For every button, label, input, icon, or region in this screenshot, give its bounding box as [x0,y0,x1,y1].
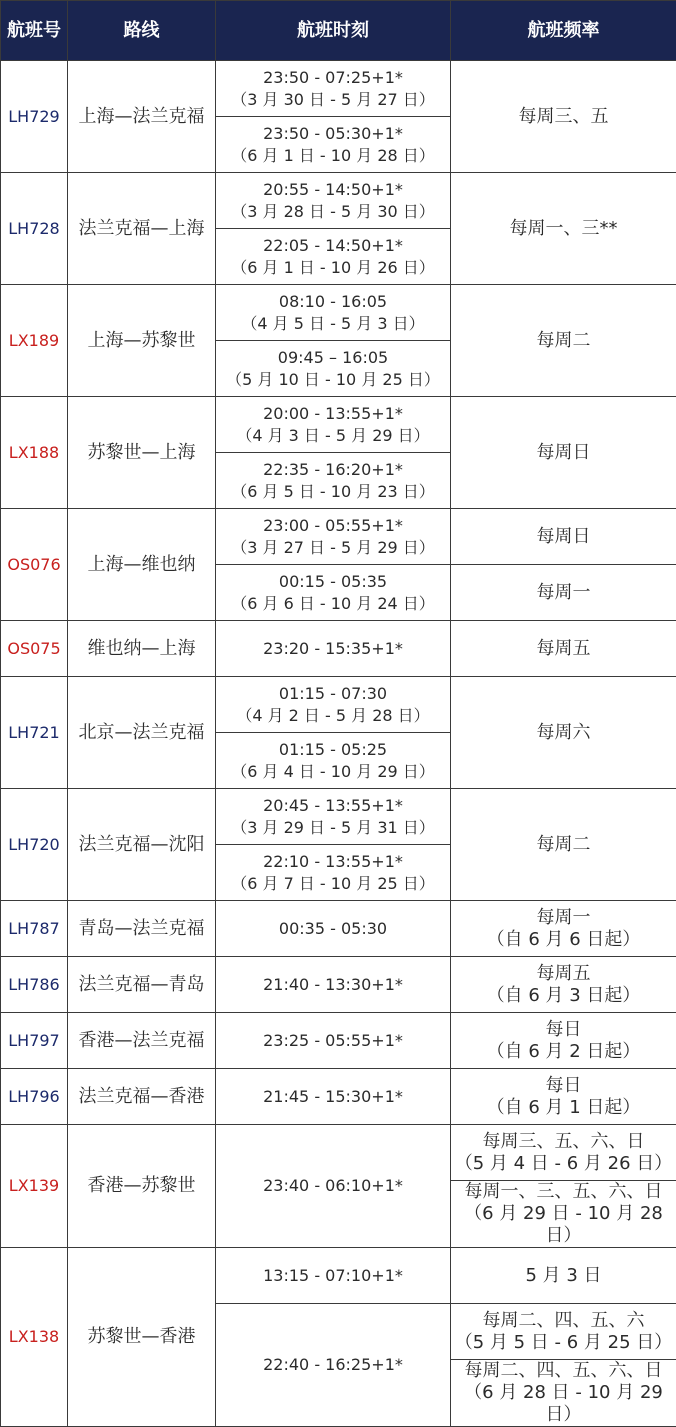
table-row [1,61,676,117]
header-frequency: 航班频率 [451,1,676,61]
table-row [1,621,676,677]
frequency: 每周一、三** [451,173,676,285]
flight-time [216,341,451,397]
flight-time: 21:45 - 15:30+1* [216,1069,451,1125]
frequency-dates: （自 6 月 2 日起） [451,1041,676,1063]
table-row [1,509,676,565]
route: 苏黎世—上海 [68,397,216,509]
flight-time [216,229,451,285]
flight-number: LX189 [1,285,68,397]
date-range: （4 月 2 日 - 5 月 28 日） [216,705,450,727]
route: 香港—法兰克福 [68,1013,216,1069]
flight-time [216,565,451,621]
route: 维也纳—上海 [68,621,216,677]
time-range: 20:55 - 14:50+1* [216,179,450,201]
time-range: 23:00 - 05:55+1* [216,515,450,537]
frequency [451,1013,676,1069]
flight-time [216,453,451,509]
date-range: （6 月 5 日 - 10 月 23 日） [216,481,450,503]
frequency: 每周一 [451,565,676,621]
frequency: 每周六 [451,677,676,789]
frequency: 每周二 [451,789,676,901]
frequency [451,1360,676,1427]
frequency: 每周三、五 [451,61,676,173]
route: 苏黎世—香港 [68,1248,216,1427]
frequency: 每周五 [451,621,676,677]
time-range: 22:10 - 13:55+1* [216,851,450,873]
flight-number: LH797 [1,1013,68,1069]
frequency [451,957,676,1013]
route: 上海—法兰克福 [68,61,216,173]
frequency: 每周日 [451,509,676,565]
flight-time [216,789,451,845]
date-range: （4 月 5 日 - 5 月 3 日） [216,313,450,335]
flight-number: LX138 [1,1248,68,1427]
date-range: （5 月 10 日 - 10 月 25 日） [216,369,450,391]
route: 北京—法兰克福 [68,677,216,789]
route: 法兰克福—上海 [68,173,216,285]
frequency-days: 每日 [451,1075,676,1097]
flight-number: LH786 [1,957,68,1013]
header-row [1,1,676,61]
flight-number: LH720 [1,789,68,901]
flight-time: 21:40 - 13:30+1* [216,957,451,1013]
flight-time [216,677,451,733]
date-range: （6 月 4 日 - 10 月 29 日） [216,761,450,783]
time-range: 20:00 - 13:55+1* [216,403,450,425]
flight-time [216,733,451,789]
flight-time [216,61,451,117]
frequency-days: 每周二、四、五、六、日 [451,1360,676,1382]
time-range: 00:15 - 05:35 [216,571,450,593]
table-row [1,677,676,733]
date-range: （6 月 7 日 - 10 月 25 日） [216,873,450,895]
frequency [451,1069,676,1125]
flight-time [216,117,451,173]
flight-number: LH787 [1,901,68,957]
frequency-dates: （6 月 28 日 - 10 月 29 日） [451,1382,676,1426]
flight-number: OS075 [1,621,68,677]
flight-number: LH729 [1,61,68,173]
route: 上海—维也纳 [68,509,216,621]
flight-number: LX188 [1,397,68,509]
frequency-days: 每周一 [451,907,676,929]
date-range: （4 月 3 日 - 5 月 29 日） [216,425,450,447]
time-range: 09:45 – 16:05 [216,347,450,369]
flight-number: LX139 [1,1125,68,1248]
frequency-days: 每周一、三、五、六、日 [451,1181,676,1203]
date-range: （3 月 28 日 - 5 月 30 日） [216,201,450,223]
time-range: 23:50 - 07:25+1* [216,67,450,89]
time-range: 22:05 - 14:50+1* [216,235,450,257]
frequency [451,901,676,957]
frequency-dates: （自 6 月 1 日起） [451,1097,676,1119]
table-row [1,1125,676,1181]
frequency-dates: （自 6 月 3 日起） [451,985,676,1007]
date-range: （6 月 1 日 - 10 月 28 日） [216,145,450,167]
flight-time: 23:40 - 06:10+1* [216,1125,451,1248]
time-range: 08:10 - 16:05 [216,291,450,313]
table-row [1,397,676,453]
frequency: 每周日 [451,397,676,509]
time-range: 01:15 - 05:25 [216,739,450,761]
frequency-days: 每日 [451,1019,676,1041]
flight-time: 22:40 - 16:25+1* [216,1304,451,1427]
flight-time [216,845,451,901]
frequency-days: 每周二、四、五、六 [451,1310,676,1332]
header-flight-time: 航班时刻 [216,1,451,61]
frequency: 5 月 3 日 [451,1248,676,1304]
flight-time [216,509,451,565]
flight-time: 23:20 - 15:35+1* [216,621,451,677]
route: 香港—苏黎世 [68,1125,216,1248]
flight-time: 13:15 - 07:10+1* [216,1248,451,1304]
flight-time: 00:35 - 05:30 [216,901,451,957]
frequency-dates: （自 6 月 6 日起） [451,929,676,951]
date-range: （3 月 29 日 - 5 月 31 日） [216,817,450,839]
flight-number: OS076 [1,509,68,621]
date-range: （6 月 1 日 - 10 月 26 日） [216,257,450,279]
flight-time [216,397,451,453]
flight-number: LH728 [1,173,68,285]
flight-time [216,173,451,229]
date-range: （3 月 27 日 - 5 月 29 日） [216,537,450,559]
route: 法兰克福—香港 [68,1069,216,1125]
table-row [1,1248,676,1304]
route: 法兰克福—沈阳 [68,789,216,901]
table-row [1,1069,676,1125]
time-range: 20:45 - 13:55+1* [216,795,450,817]
frequency [451,1304,676,1360]
table-row [1,957,676,1013]
table-row [1,285,676,341]
flight-time: 23:25 - 05:55+1* [216,1013,451,1069]
frequency-dates: （6 月 29 日 - 10 月 28 日） [451,1203,676,1247]
header-flight-no: 航班号 [1,1,68,61]
frequency-dates: （5 月 4 日 - 6 月 26 日） [451,1153,676,1175]
header-route: 路线 [68,1,216,61]
frequency [451,1181,676,1248]
time-range: 22:35 - 16:20+1* [216,459,450,481]
flight-number: LH796 [1,1069,68,1125]
table-row [1,173,676,229]
frequency [451,1125,676,1181]
frequency-dates: （5 月 5 日 - 6 月 25 日） [451,1332,676,1354]
time-range: 01:15 - 07:30 [216,683,450,705]
table-row [1,1013,676,1069]
route: 青岛—法兰克福 [68,901,216,957]
frequency-days: 每周三、五、六、日 [451,1131,676,1153]
route: 法兰克福—青岛 [68,957,216,1013]
time-range: 23:50 - 05:30+1* [216,123,450,145]
route: 上海—苏黎世 [68,285,216,397]
flight-time [216,285,451,341]
flight-number: LH721 [1,677,68,789]
frequency-days: 每周五 [451,963,676,985]
table-row [1,789,676,845]
table-row [1,901,676,957]
frequency: 每周二 [451,285,676,397]
date-range: （3 月 30 日 - 5 月 27 日） [216,89,450,111]
date-range: （6 月 6 日 - 10 月 24 日） [216,593,450,615]
